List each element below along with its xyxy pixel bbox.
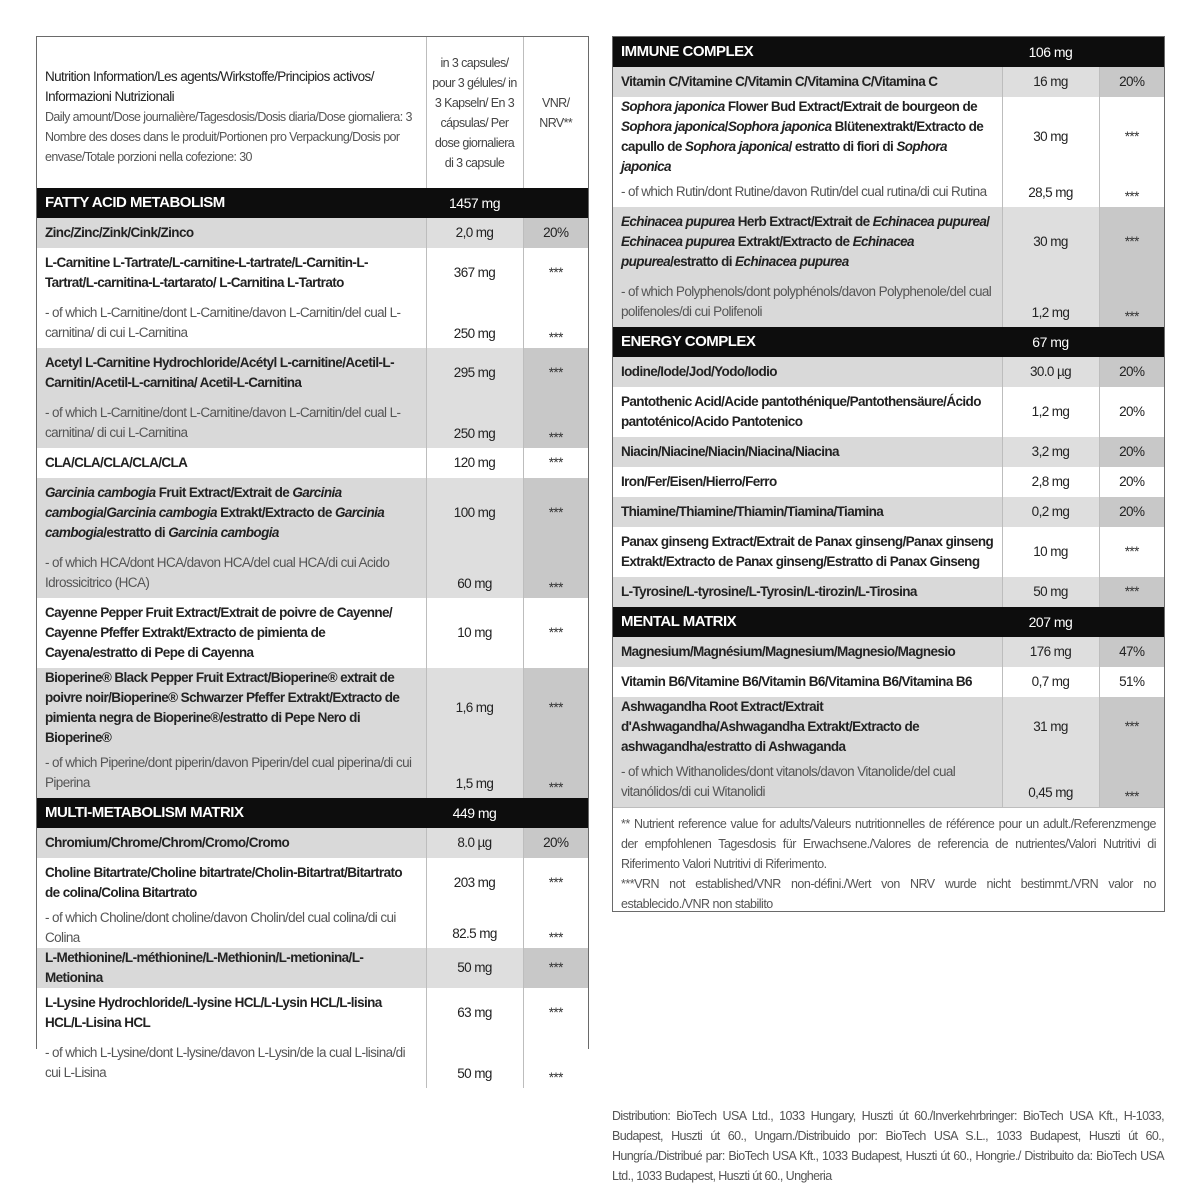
section-header-row: [613, 327, 1164, 357]
ingredient-row: [37, 298, 588, 348]
ingredient-name: Magnesium/Magnésium/Magnesium/Magnesio/Magnesio: [613, 637, 1002, 667]
ingredient-nrv: 20%: [1099, 467, 1164, 497]
section-name: ENERGY COMPLEX: [613, 327, 1002, 357]
header-title-line1: Nutrition Information/Les agents/Wirkstoffe/Principios activos/: [45, 68, 374, 84]
ingredient-row: [37, 948, 588, 988]
ingredient-nrv: ***: [1099, 277, 1164, 327]
ingredient-subname: - of which HCA/dont HCA/davon HCA/del cual HCA/di cui Acido Idrossicitrico (HCA): [37, 548, 426, 598]
ingredient-name: Acetyl L-Carnitine Hydrochloride/Acétyl L-carnitine/Acetil-L-Carnitin/Acetil-L-carnitina/ Acetil-L-Carnitina: [37, 348, 426, 398]
left-nutrition-table-panel: [36, 36, 589, 1085]
ingredient-amount: 8.0 µg: [426, 828, 523, 858]
section-header-row: [613, 607, 1164, 637]
ingredient-amount: 1,2 mg: [1002, 277, 1099, 327]
ingredient-row: [613, 67, 1164, 97]
ingredient-nrv: ***: [1099, 757, 1164, 807]
ingredient-name: Bioperine® Black Pepper Fruit Extract/Bioperine® extrait de poivre noir/Bioperine® Schwarzer Pfeffer Extrakt/Extracto de pimienta negra de Bioperine®/estratto di Pepe Nero di Bioperine®: [37, 668, 426, 748]
ingredient-row: [613, 207, 1164, 277]
ingredient-amount: 50 mg: [1002, 577, 1099, 607]
ingredient-nrv: ***: [1099, 97, 1164, 177]
ingredient-nrv: ***: [1099, 577, 1164, 607]
ingredient-name: L-Carnitine L-Tartrate/L-carnitine-L-tartrate/L-Carnitin-L-Tartrat/L-carnitina-L-tartarato/ L-Carnitina L-Tartrato: [37, 248, 426, 298]
ingredient-name: CLA/CLA/CLA/CLA/CLA: [37, 448, 426, 478]
ingredient-amount: 30 mg: [1002, 97, 1099, 177]
ingredient-amount: 2,8 mg: [1002, 467, 1099, 497]
ingredient-name: Vitamin B6/Vitamine B6/Vitamin B6/Vitamina B6/Vitamina B6: [613, 667, 1002, 697]
header-title-line2: Informazioni Nutrizionali: [45, 88, 175, 104]
ingredient-nrv: ***: [523, 478, 588, 548]
ingredient-row: [613, 637, 1164, 667]
ingredient-amount: 60 mg: [426, 548, 523, 598]
ingredient-name: Chromium/Chrome/Chrom/Cromo/Cromo: [37, 828, 426, 858]
ingredient-amount: 30 mg: [1002, 207, 1099, 277]
header-per-dose: in 3 capsules/ pour 3 gélules/ in 3 Kapseln/ En 3 cápsulas/ Per dose giornaliera di 3 capsule: [432, 55, 517, 170]
ingredient-nrv: 20%: [1099, 357, 1164, 387]
ingredient-row: [37, 908, 588, 948]
ingredient-nrv: ***: [523, 1038, 588, 1088]
ingredient-amount: 0,7 mg: [1002, 667, 1099, 697]
section-amount: 67 mg: [1002, 327, 1099, 357]
section-nrv-empty: [1099, 37, 1164, 67]
ingredient-nrv: ***: [523, 598, 588, 668]
ingredient-name: Garcinia cambogia Fruit Extract/Extrait de Garcinia cambogia/Garcinia cambogia Extrakt/Extracto de Garcinia cambogia/estratto di Garcinia cambogia: [37, 478, 426, 548]
ingredient-amount: 176 mg: [1002, 637, 1099, 667]
ingredient-row: [613, 577, 1164, 607]
section-nrv-empty: [523, 188, 588, 218]
section-nrv-empty: [523, 798, 588, 828]
section-nrv-empty: [1099, 327, 1164, 357]
ingredient-row: [613, 697, 1164, 757]
ingredient-row: [37, 828, 588, 858]
ingredient-nrv: ***: [1099, 697, 1164, 757]
ingredient-row: [37, 218, 588, 248]
ingredient-subname: - of which L-Lysine/dont L-lysine/davon L-Lysin/de la cual L-lisina/di cui L-Lisina: [37, 1038, 426, 1088]
header-nrv-cell: [523, 37, 588, 188]
ingredient-nrv: ***: [523, 668, 588, 748]
ingredient-nrv: 51%: [1099, 667, 1164, 697]
ingredient-nrv: 20%: [1099, 67, 1164, 97]
ingredient-nrv: ***: [523, 398, 588, 448]
ingredient-nrv: ***: [1099, 207, 1164, 277]
section-header-row: [37, 188, 588, 218]
ingredient-nrv: ***: [523, 988, 588, 1038]
ingredient-nrv: ***: [1099, 177, 1164, 207]
section-amount: 1457 mg: [426, 188, 523, 218]
ingredient-amount: 250 mg: [426, 398, 523, 448]
footnote-block: [613, 807, 1164, 914]
ingredient-row: [37, 668, 588, 748]
ingredient-amount: 1,2 mg: [1002, 387, 1099, 437]
ingredient-nrv: 20%: [523, 218, 588, 248]
ingredient-nrv: ***: [523, 348, 588, 398]
distribution-text: Distribution: BioTech USA Ltd., 1033 Hungary, Huszti út 60./Inverkehrbringer: BioTech USA Kft., H-1033, Budapest, Huszti út 60., Ungarn./Distribuido por: BioTech USA S.L., 1033 Budapest, Huszti út 60., Hungría./Distribué par: BioTech USA Kft., 1033 Budapest, Huszti út 60., Hongrie./ Distribuito da: BioTech USA Ltd., 1033 Budapest, Huszti út 60., Ungheria: [612, 1109, 1164, 1183]
ingredient-nrv: ***: [523, 248, 588, 298]
ingredient-amount: 100 mg: [426, 478, 523, 548]
section-header-row: [613, 37, 1164, 67]
header-nrv: VNR/ NRV**: [539, 95, 573, 130]
ingredient-name: Thiamine/Thiamine/Thiamin/Tiamina/Tiamina: [613, 497, 1002, 527]
ingredient-row: [37, 988, 588, 1038]
ingredient-subname: - of which Withanolides/dont vitanols/davon Vitanolide/del cual vitanólidos/di cui Witanolidi: [613, 757, 1002, 807]
ingredient-name: Sophora japonica Flower Bud Extract/Extrait de bourgeon de Sophora japonica/Sophora japonica Blütenextrakt/Extracto de capullo de Sophora japonica/ estratto di fiori di Sophora japonica: [613, 97, 1002, 177]
table-header-row: [37, 37, 588, 188]
ingredient-row: [613, 277, 1164, 327]
section-nrv-empty: [1099, 607, 1164, 637]
ingredient-row: [37, 548, 588, 598]
ingredient-row: [613, 387, 1164, 437]
header-description-cell: [37, 37, 426, 188]
ingredient-amount: 16 mg: [1002, 67, 1099, 97]
ingredient-nrv: 20%: [1099, 387, 1164, 437]
section-name: MULTI-METABOLISM MATRIX: [37, 798, 426, 828]
ingredient-row: [613, 467, 1164, 497]
ingredient-amount: 0,45 mg: [1002, 757, 1099, 807]
ingredient-nrv: ***: [523, 908, 588, 948]
ingredient-name: Choline Bitartrate/Choline bitartrate/Cholin-Bitartrat/Bitartrato de colina/Colina Bitartrato: [37, 858, 426, 908]
footnote-vrn: ***VRN not established/VNR non-défini./Wert von NRV wurde nicht bestimmt./VRN valor no establecido./VNR non stabilito: [621, 877, 1156, 911]
ingredient-amount: 295 mg: [426, 348, 523, 398]
ingredient-amount: 31 mg: [1002, 697, 1099, 757]
ingredient-nrv: 47%: [1099, 637, 1164, 667]
ingredient-row: [613, 497, 1164, 527]
ingredient-nrv: ***: [523, 548, 588, 598]
ingredient-row: [37, 478, 588, 548]
ingredient-nrv: ***: [523, 858, 588, 908]
ingredient-amount: 0,2 mg: [1002, 497, 1099, 527]
ingredient-subname: - of which L-Carnitine/dont L-Carnitine/davon L-Carnitin/del cual L-carnitina/ di cui L-Carnitina: [37, 398, 426, 448]
ingredient-amount: 203 mg: [426, 858, 523, 908]
ingredient-amount: 30.0 µg: [1002, 357, 1099, 387]
section-amount: 106 mg: [1002, 37, 1099, 67]
ingredient-nrv: ***: [523, 748, 588, 798]
ingredient-row: [37, 248, 588, 298]
ingredient-row: [613, 177, 1164, 207]
ingredient-subname: - of which Rutin/dont Rutine/davon Rutin/del cual rutina/di cui Rutina: [613, 177, 1002, 207]
ingredient-row: [37, 748, 588, 798]
ingredient-amount: 28,5 mg: [1002, 177, 1099, 207]
ingredient-subname: - of which Piperine/dont piperin/davon Piperin/del cual piperina/di cui Piperina: [37, 748, 426, 798]
ingredient-amount: 50 mg: [426, 1038, 523, 1088]
header-per-dose-cell: [426, 37, 523, 188]
ingredient-name: Vitamin C/Vitamine C/Vitamin C/Vitamina C/Vitamina C: [613, 67, 1002, 97]
ingredient-amount: 1,6 mg: [426, 668, 523, 748]
ingredient-row: [37, 448, 588, 478]
ingredient-nrv: 20%: [1099, 497, 1164, 527]
ingredient-name: Echinacea pupurea Herb Extract/Extrait de Echinacea pupurea/ Echinacea pupurea Extrakt/Extracto de Echinacea pupurea/estratto di Echinacea pupurea: [613, 207, 1002, 277]
ingredient-name: L-Tyrosine/L-tyrosine/L-Tyrosin/L-tirozin/L-Tirosina: [613, 577, 1002, 607]
ingredient-row: [613, 667, 1164, 697]
ingredient-name: Niacin/Niacine/Niacin/Niacina/Niacina: [613, 437, 1002, 467]
ingredient-row: [37, 598, 588, 668]
ingredient-amount: 10 mg: [1002, 527, 1099, 577]
ingredient-subname: - of which Choline/dont choline/davon Cholin/del cual colina/di cui Colina: [37, 908, 426, 948]
ingredient-name: L-Lysine Hydrochloride/L-lysine HCL/L-Lysin HCL/L-lisina HCL/L-Lisina HCL: [37, 988, 426, 1038]
footnote-nrv: ** Nutrient reference value for adults/Valeurs nutritionnelles de référence pour un adult./Referenzmenge der empfohlenen Tagesdosis für Erwachsene./Valores de referencia de nutrientes/Valori Nutritivi di Riferimento Valori Nutritivi di Riferimento.: [621, 817, 1156, 871]
ingredient-row: [613, 97, 1164, 177]
ingredient-name: Pantothenic Acid/Acide pantothénique/Pantothensäure/Ácido pantoténico/Acido Pantotenico: [613, 387, 1002, 437]
section-amount: 207 mg: [1002, 607, 1099, 637]
section-name: FATTY ACID METABOLISM: [37, 188, 426, 218]
ingredient-nrv: ***: [523, 948, 588, 988]
ingredient-nrv: 20%: [523, 828, 588, 858]
header-daily-amount: Daily amount/Dose journalière/Tagesdosis/Dosis diaria/Dose giornaliera: 3: [45, 109, 412, 124]
ingredient-subname: - of which Polyphenols/dont polyphénols/davon Polyphenole/del cual polifenoles/di cui Polifenoli: [613, 277, 1002, 327]
ingredient-amount: 3,2 mg: [1002, 437, 1099, 467]
ingredient-name: Ashwagandha Root Extract/Extrait d'Ashwagandha/Ashwagandha Extrakt/Extracto de ashwagandha/estratto di Ashwaganda: [613, 697, 1002, 757]
ingredient-amount: 120 mg: [426, 448, 523, 478]
ingredient-amount: 1,5 mg: [426, 748, 523, 798]
header-servings: Nombre des doses dans le produit/Portionen pro Verpackung/Dosis por envase/Totale porzioni nella cofezione: 30: [45, 129, 400, 164]
section-amount: 449 mg: [426, 798, 523, 828]
ingredient-amount: 250 mg: [426, 298, 523, 348]
ingredient-name: L-Methionine/L-méthionine/L-Methionin/L-metionina/L-Metionina: [37, 948, 426, 988]
left-nutrition-table: [37, 37, 588, 1088]
ingredient-amount: 367 mg: [426, 248, 523, 298]
section-header-row: [37, 798, 588, 828]
ingredient-name: Panax ginseng Extract/Extrait de Panax ginseng/Panax ginseng Extrakt/Extracto de Panax ginseng/Estratto di Panax Ginseng: [613, 527, 1002, 577]
ingredient-name: Iron/Fer/Eisen/Hierro/Ferro: [613, 467, 1002, 497]
ingredient-amount: 50 mg: [426, 948, 523, 988]
ingredient-row: [613, 757, 1164, 807]
ingredient-amount: 2,0 mg: [426, 218, 523, 248]
ingredient-name: Zinc/Zinc/Zink/Cink/Zinco: [37, 218, 426, 248]
ingredient-amount: 10 mg: [426, 598, 523, 668]
ingredient-nrv: ***: [523, 448, 588, 478]
ingredient-name: Cayenne Pepper Fruit Extract/Extrait de poivre de Cayenne/ Cayenne Pfeffer Extrakt/Extracto de pimienta de Cayena/estratto di Pepe di Cayenna: [37, 598, 426, 668]
ingredient-row: [613, 357, 1164, 387]
ingredient-row: [37, 398, 588, 448]
ingredient-row: [613, 527, 1164, 577]
right-nutrition-table-panel: [612, 36, 1165, 912]
section-name: MENTAL MATRIX: [613, 607, 1002, 637]
ingredient-amount: 82.5 mg: [426, 908, 523, 948]
ingredient-row: [37, 858, 588, 908]
ingredient-nrv: ***: [1099, 527, 1164, 577]
section-name: IMMUNE COMPLEX: [613, 37, 1002, 67]
ingredient-subname: - of which L-Carnitine/dont L-Carnitine/davon L-Carnitin/del cual L-carnitina/ di cui L-Carnitina: [37, 298, 426, 348]
ingredient-nrv: ***: [523, 298, 588, 348]
ingredient-name: Iodine/Iode/Jod/Yodo/Iodio: [613, 357, 1002, 387]
ingredient-amount: 63 mg: [426, 988, 523, 1038]
ingredient-row: [37, 1038, 588, 1088]
ingredient-row: [37, 348, 588, 398]
ingredient-nrv: 20%: [1099, 437, 1164, 467]
ingredient-row: [613, 437, 1164, 467]
right-nutrition-table: [613, 37, 1164, 807]
